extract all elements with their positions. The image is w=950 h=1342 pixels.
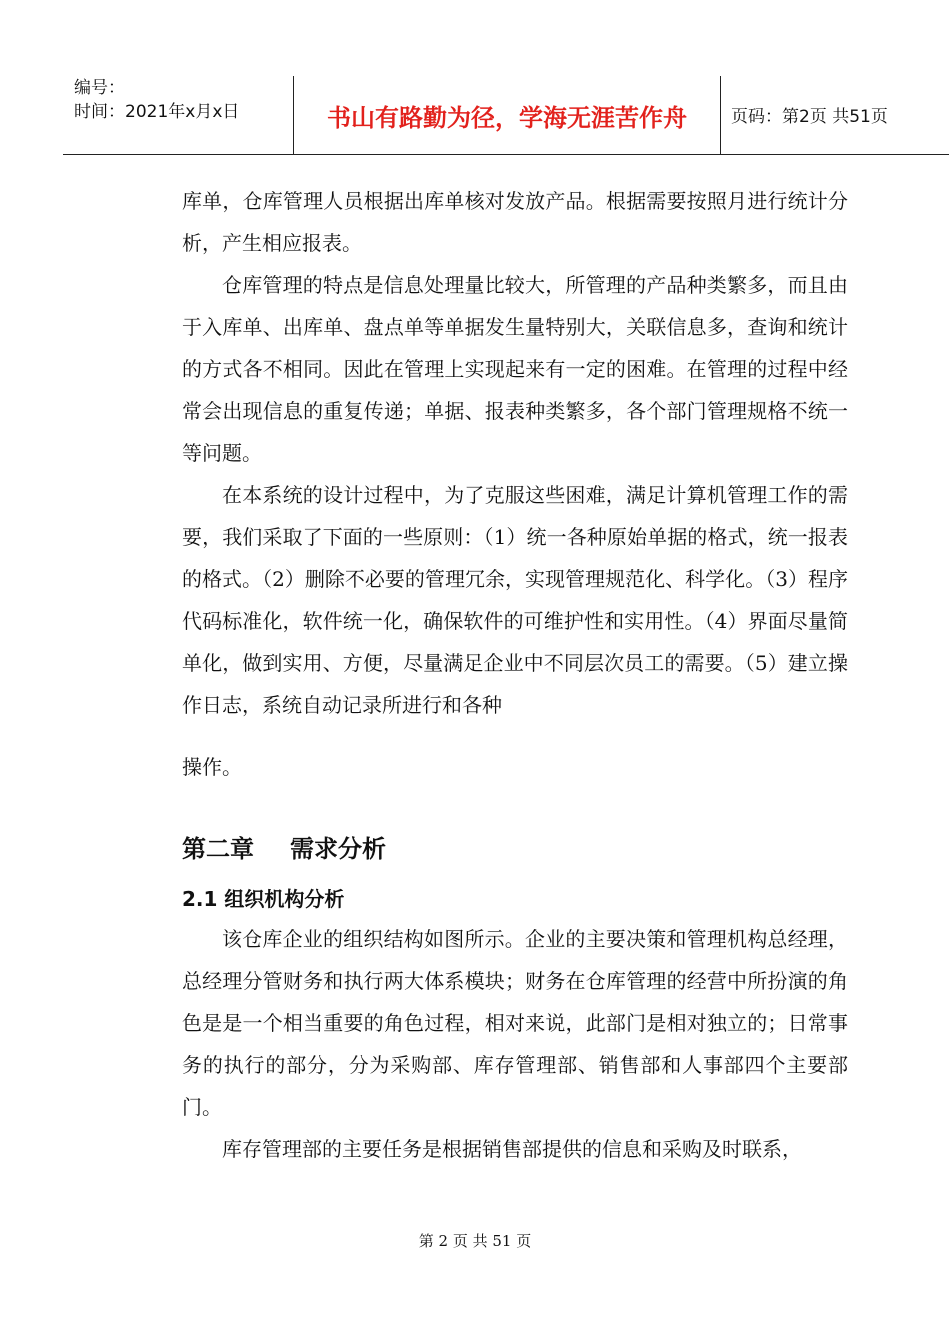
paragraph-5: 库存管理部的主要任务是根据销售部提供的信息和采购及时联系， <box>222 1137 802 1161</box>
header-meta-cell <box>63 76 293 154</box>
chapter-title: 需求分析 <box>290 835 386 863</box>
header-page-code: 页码：第2页 共51页 <box>731 107 888 127</box>
chapter-heading <box>182 834 848 864</box>
paragraph-4: 该仓库企业的组织结构如图所示。企业的主要决策和管理机构总经理，总经理分管财务和执行两大体系模块；财务在仓库管理的经营中所扮演的角色是是一个相当重要的角色过程，相对来说，此部门是相对独立的；日常事务的执行的部分，分为采购部、库存管理部、销售部和人事部四个主要部门。 <box>182 927 848 1119</box>
document-number-label: 编号： <box>74 78 125 98</box>
paragraph-2: 仓库管理的特点是信息处理量比较大，所管理的产品种类繁多，而且由于入库单、出库单、盘点单等单据发生量特别大，关联信息多，查询和统计的方式各不相同。因此在管理上实现起来有一定的困难。在管理的过程中经常会出现信息的重复传递；单据、报表种类繁多，各个部门管理规格不统一等问题。 <box>182 273 848 465</box>
section-heading: 2.1 组织机构分析 <box>182 887 345 911</box>
paragraph-3: 在本系统的设计过程中，为了克服这些困难，满足计算机管理工作的需要，我们采取了下面的一些原则：（1）统一各种原始单据的格式，统一报表的格式。（2）删除不必要的管理冗余，实现管理规范化、科学化。（3）程序代码标准化，软件统一化，确保软件的可维护性和实用性。（4）界面尽量简单化，做到实用、方便，尽量满足企业中不同层次员工的需要。（5）建立操作日志，系统自动记录所进行和各种 <box>182 483 848 717</box>
page-header <box>63 76 949 155</box>
header-page-cell <box>720 76 949 154</box>
motto-text: 书山有路勤为径，学海无涯苦作舟 <box>327 104 687 132</box>
paragraph-1: 库单，仓库管理人员根据出库单核对发放产品。根据需要按照月进行统计分析，产生相应报表。 <box>182 189 848 255</box>
page-footer: 第 2 页 共 51 页 <box>418 1232 532 1250</box>
header-motto-cell <box>293 76 721 154</box>
document-time-label: 时间：2021年x月x日 <box>74 102 240 122</box>
document-body <box>182 180 848 1170</box>
chapter-number: 第二章 <box>182 835 254 863</box>
paragraph-3-tail: 操作。 <box>182 755 242 779</box>
